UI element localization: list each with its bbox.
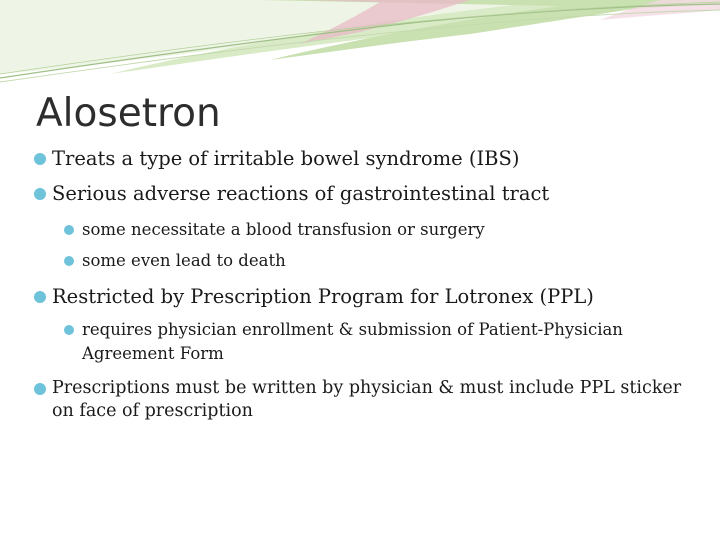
bullet-marker [34,383,46,395]
bullet-item: Serious adverse reactions of gastrointestinal tract [52,182,550,205]
slide-title: Alosetron [36,91,221,136]
sub-bullet-item: some even lead to death [82,251,286,270]
bullet-marker [34,188,46,200]
sub-bullet-marker [64,256,74,266]
sub-bullet-marker [64,225,74,235]
sub-bullet-item: requires physician enrollment & submission of Patient-Physician Agreement Form [82,320,623,363]
sub-bullet-marker [64,325,74,335]
bullet-item: Treats a type of irritable bowel syndrome (IBS) [52,147,520,170]
sub-bullet-item: some necessitate a blood transfusion or surgery [82,220,485,239]
bullet-marker [34,153,46,165]
bullet-item: Prescriptions must be written by physician & must include PPL sticker on face of prescription [52,378,682,421]
bullet-item: Restricted by Prescription Program for Lotronex (PPL) [52,285,594,308]
bullet-marker [34,291,46,303]
